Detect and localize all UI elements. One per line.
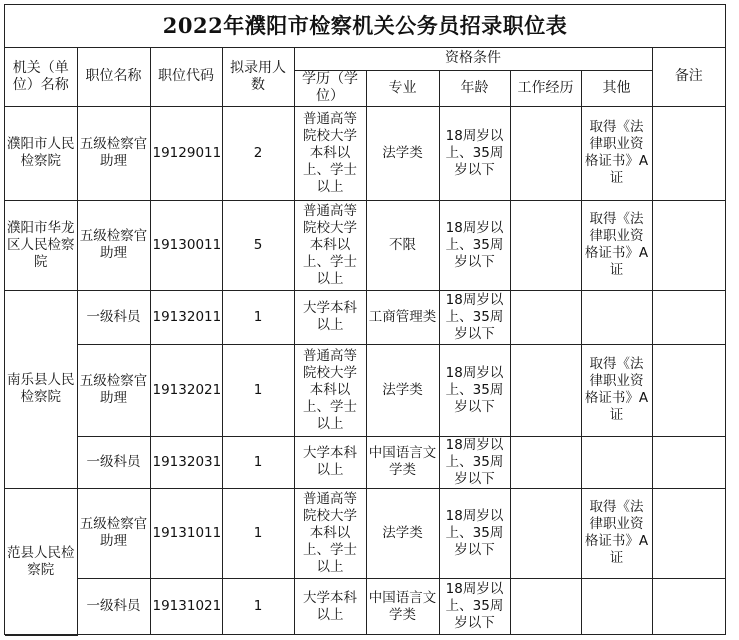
count-cell: 1: [222, 290, 294, 344]
recruitment-table-document: [4, 4, 726, 635]
remark-cell: [652, 488, 725, 578]
education-cell: 大学本科以上: [294, 578, 366, 635]
other-cell: [581, 290, 652, 344]
table-row: [5, 488, 725, 578]
header-row-top: [5, 48, 725, 70]
other-cell: 取得《法律职业资格证书》A证: [581, 344, 652, 436]
age-cell: 18周岁以上、35周岁以下: [439, 106, 510, 200]
remark-cell: [652, 344, 725, 436]
position-cell: 一级科员: [77, 436, 150, 488]
age-cell: 18周岁以上、35周岁以下: [439, 290, 510, 344]
education-cell: 普通高等院校大学本科以上、学士以上: [294, 344, 366, 436]
header-code: 职位代码: [150, 48, 222, 106]
age-cell: 18周岁以上、35周岁以下: [439, 344, 510, 436]
remark-cell: [652, 106, 725, 200]
other-cell: 取得《法律职业资格证书》A证: [581, 200, 652, 290]
position-cell: 一级科员: [77, 578, 150, 635]
other-cell: 取得《法律职业资格证书》A证: [581, 488, 652, 578]
header-qualifications: 资格条件: [294, 48, 652, 70]
count-cell: 1: [222, 436, 294, 488]
education-cell: 普通高等院校大学本科以上、学士以上: [294, 106, 366, 200]
position-cell: 一级科员: [77, 290, 150, 344]
other-cell: [581, 578, 652, 635]
code-cell: 19132011: [150, 290, 222, 344]
header-position: 职位名称: [77, 48, 150, 106]
remark-cell: [652, 290, 725, 344]
age-cell: 18周岁以上、35周岁以下: [439, 436, 510, 488]
experience-cell: [510, 344, 581, 436]
age-cell: 18周岁以上、35周岁以下: [439, 578, 510, 635]
experience-cell: [510, 200, 581, 290]
education-cell: 大学本科以上: [294, 436, 366, 488]
header-remark: 备注: [652, 48, 725, 106]
header-age: 年龄: [439, 70, 510, 106]
education-cell: 大学本科以上: [294, 290, 366, 344]
code-cell: 19129011: [150, 106, 222, 200]
count-cell: 1: [222, 578, 294, 635]
age-cell: 18周岁以上、35周岁以下: [439, 488, 510, 578]
table-row: [5, 290, 725, 344]
major-cell: 法学类: [366, 488, 439, 578]
experience-cell: [510, 488, 581, 578]
position-cell: 五级检察官助理: [77, 488, 150, 578]
code-cell: 19131011: [150, 488, 222, 578]
experience-cell: [510, 290, 581, 344]
code-cell: 19131021: [150, 578, 222, 635]
age-cell: 18周岁以上、35周岁以下: [439, 200, 510, 290]
code-cell: 19130011: [150, 200, 222, 290]
unit-cell: 濮阳市华龙区人民检察院: [5, 200, 77, 290]
remark-cell: [652, 200, 725, 290]
count-cell: 2: [222, 106, 294, 200]
experience-cell: [510, 578, 581, 635]
experience-cell: [510, 106, 581, 200]
unit-cell: 范县人民检察院: [5, 488, 77, 635]
header-unit: 机关（单位）名称: [5, 48, 77, 106]
major-cell: 中国语言文学类: [366, 436, 439, 488]
other-cell: 取得《法律职业资格证书》A证: [581, 106, 652, 200]
position-cell: 五级检察官助理: [77, 106, 150, 200]
major-cell: 法学类: [366, 106, 439, 200]
unit-cell: 南乐县人民检察院: [5, 290, 77, 488]
table-row: [5, 436, 725, 488]
table-row: [5, 578, 725, 635]
education-cell: 普通高等院校大学本科以上、学士以上: [294, 488, 366, 578]
position-cell: 五级检察官助理: [77, 344, 150, 436]
header-other: 其他: [581, 70, 652, 106]
code-cell: 19132021: [150, 344, 222, 436]
table-row: [5, 200, 725, 290]
count-cell: 5: [222, 200, 294, 290]
experience-cell: [510, 436, 581, 488]
positions-table: [5, 48, 725, 636]
count-cell: 1: [222, 488, 294, 578]
header-count: 拟录用人数: [222, 48, 294, 106]
other-cell: [581, 436, 652, 488]
header-education: 学历（学位）: [294, 70, 366, 106]
major-cell: 中国语言文学类: [366, 578, 439, 635]
header-experience: 工作经历: [510, 70, 581, 106]
document-title: 2022年濮阳市检察机关公务员招录职位表: [5, 5, 725, 48]
remark-cell: [652, 436, 725, 488]
education-cell: 普通高等院校大学本科以上、学士以上: [294, 200, 366, 290]
position-cell: 五级检察官助理: [77, 200, 150, 290]
code-cell: 19132031: [150, 436, 222, 488]
unit-cell: 濮阳市人民检察院: [5, 106, 77, 200]
major-cell: 不限: [366, 200, 439, 290]
table-row: [5, 344, 725, 436]
major-cell: 法学类: [366, 344, 439, 436]
table-row: [5, 106, 725, 200]
header-major: 专业: [366, 70, 439, 106]
major-cell: 工商管理类: [366, 290, 439, 344]
remark-cell: [652, 578, 725, 635]
count-cell: 1: [222, 344, 294, 436]
